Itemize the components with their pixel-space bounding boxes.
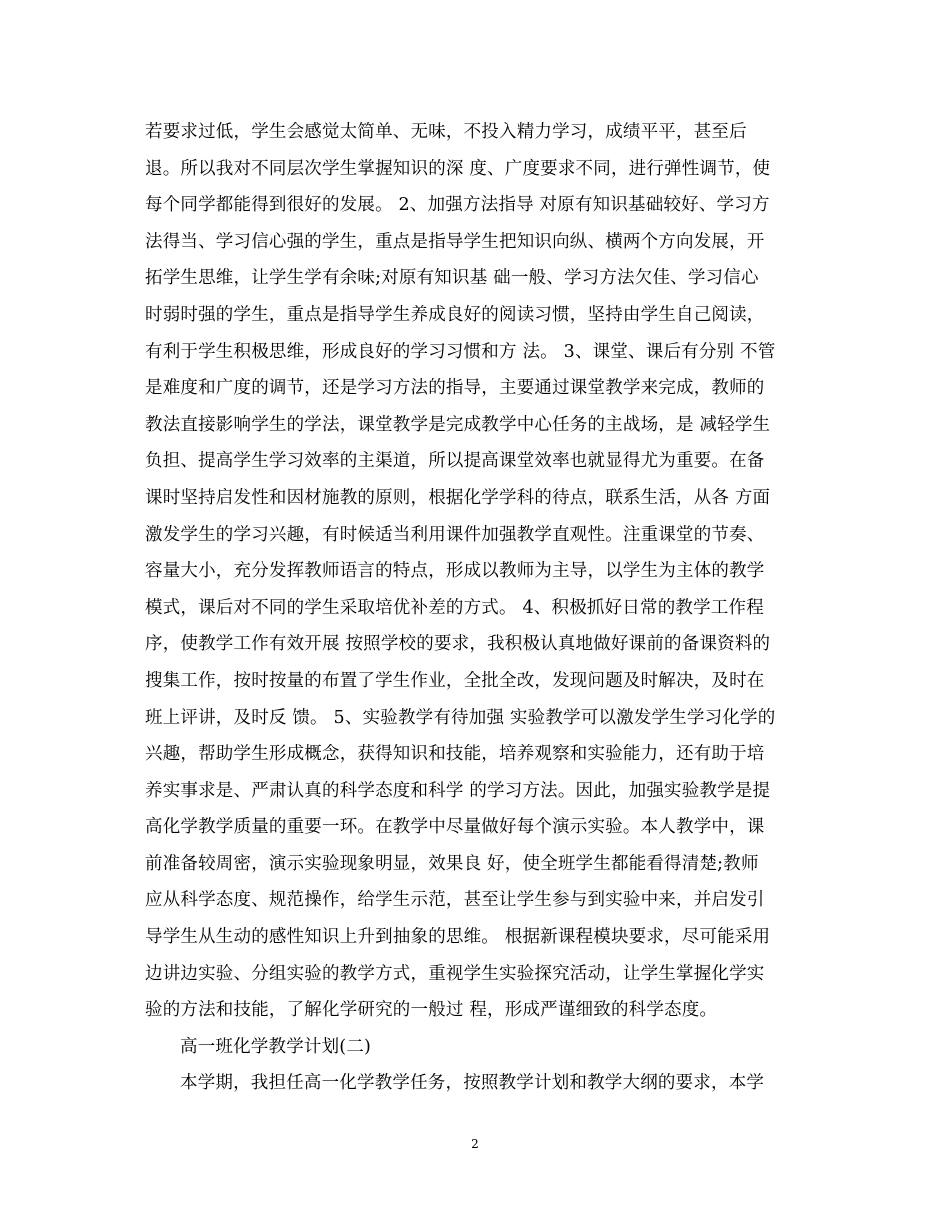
text-line: 养实事求是、严肃认真的科学态度和科学 的学习方法。因此，加强实验教学是提 bbox=[145, 780, 771, 801]
text-line: 搜集工作，按时按量的布置了学生作业，全批全改，发现问题及时解决，及时在 bbox=[145, 670, 765, 691]
text-line: 高化学教学质量的重要一环。在教学中尽量做好每个演示实验。本人教学中，课 bbox=[145, 817, 765, 838]
text-line: 若要求过低，学生会感觉太简单、无味，不投入精力学习，成绩平平，甚至后 bbox=[145, 122, 747, 142]
text-line: 法得当、学习信心强的学生，重点是指导学生把知识向纵、横两个方向发展，开 bbox=[145, 231, 765, 252]
section-heading: 高一班化学教学计划(二) bbox=[180, 1036, 372, 1057]
text-line: 导学生从生动的感性知识上升到抽象的思维。 根据新课程模块要求，尽可能采用 bbox=[145, 927, 771, 948]
text-line: 退。所以我对不同层次学生掌握知识的深 度、广度要求不同，进行弹性调节，使 bbox=[145, 158, 771, 179]
text-line: 模式，课后对不同的学生采取培优补差的方式。 4、积极抓好日常的教学工作程 bbox=[145, 597, 764, 618]
text-line: 教法直接影响学生的学法，课堂教学是完成教学中心任务的主战场，是 减轻学生 bbox=[145, 414, 771, 435]
text-line: 时弱时强的学生，重点是指导学生养成良好的阅读习惯，坚持由学生自己阅读， bbox=[145, 304, 765, 325]
text-line: 兴趣，帮助学生形成概念，获得知识和技能，培养观察和实验能力，还有助于培 bbox=[145, 744, 765, 765]
text-line: 激发学生的学习兴趣，有时候适当利用课件加强教学直观性。注重课堂的节奏、 bbox=[145, 524, 765, 545]
text-line: 边讲边实验、分组实验的教学方式，重视学生实验探究活动，让学生掌握化学实 bbox=[145, 963, 765, 984]
paragraph-opening-line: 本学期，我担任高一化学教学任务，按照教学计划和教学大纲的要求，本学 bbox=[180, 1073, 765, 1094]
text-line: 拓学生思维，让学生学有余味;对原有知识基 础一般、学习方法欠佳、学习信心 bbox=[145, 268, 759, 289]
text-line: 前准备较周密，演示实验现象明显，效果良 好，使全班学生都能看得清楚;教师 bbox=[145, 853, 759, 874]
text-line: 容量大小，充分发挥教师语言的特点，形成以教师为主导，以学生为主体的教学 bbox=[145, 561, 765, 582]
text-line: 负担、提高学生学习效率的主渠道，所以提高课堂效率也就显得尤为重要。在备 bbox=[145, 451, 765, 472]
body-text bbox=[145, 114, 805, 1102]
text-line: 有利于学生积极思维，形成良好的学习习惯和方 法。 3、课堂、课后有分别 不管 bbox=[145, 341, 776, 362]
page-number: 2 bbox=[471, 1137, 479, 1151]
text-line: 应从科学态度、规范操作，给学生示范，甚至让学生参与到实验中来，并启发引 bbox=[145, 890, 765, 911]
text-line: 序，使教学工作有效开展 按照学校的要求，我积极认真地做好课前的备课资料的 bbox=[145, 634, 771, 655]
text-line: 是难度和广度的调节，还是学习方法的指导，主要通过课堂教学来完成，教师的 bbox=[145, 378, 765, 399]
text-line: 验的方法和技能，了解化学研究的一般过 程，形成严谨细致的科学态度。 bbox=[145, 1000, 718, 1021]
text-line: 每个同学都能得到很好的发展。 2、加强方法指导 对原有知识基础较好、学习方 bbox=[145, 195, 770, 216]
text-line: 班上评讲，及时反 馈。 5、实验教学有待加强 实验教学可以激发学生学习化学的 bbox=[145, 707, 776, 728]
text-line: 课时坚持启发性和因材施教的原则，根据化学学科的待点，联系生活，从各 方面 bbox=[145, 487, 771, 508]
